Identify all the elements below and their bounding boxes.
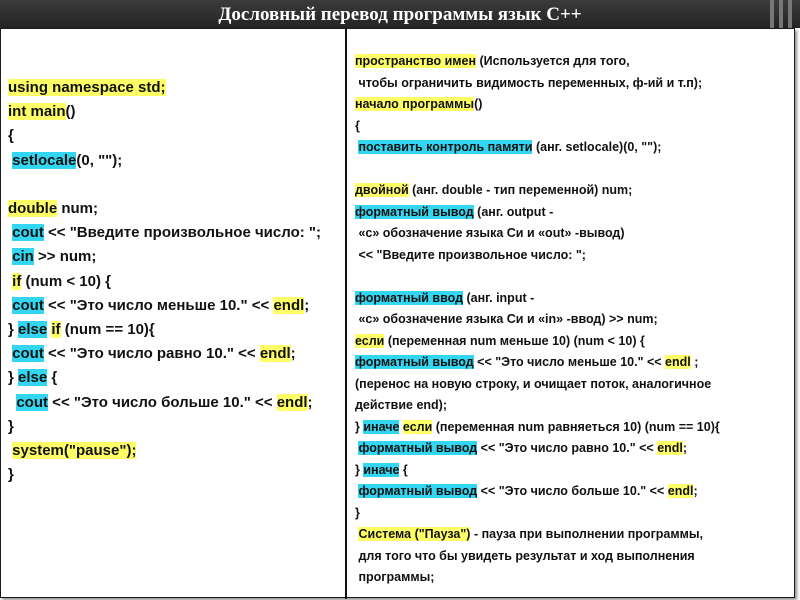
highlighted-token: cout	[12, 345, 44, 363]
highlighted-token: endl	[657, 441, 683, 455]
left_lines-line	[8, 368, 57, 388]
text-token: «с» обозначение языка Си и «out» -вывод)	[355, 226, 625, 240]
text-token: для того что бы увидеть результат и ход выполнения	[355, 548, 695, 563]
right_lines-line	[355, 117, 360, 135]
text-token: (анг. input -	[463, 290, 535, 305]
text-token: << "Это число меньше 10." <<	[473, 355, 666, 369]
text-token: }	[355, 505, 360, 520]
right_lines-line	[355, 375, 711, 393]
left_lines-line	[8, 102, 76, 122]
text-token: (переменная num меньше 10) (num < 10) {	[384, 333, 645, 348]
left_lines-line	[8, 223, 321, 243]
text-token: ;	[290, 345, 296, 363]
text-token: (Используется для того,	[476, 54, 630, 68]
text-token: (перенос на новую строку, и очищает поток, аналогичное	[355, 376, 712, 391]
text-token: ()	[474, 97, 483, 111]
text-token: (0, "");	[76, 151, 123, 169]
highlighted-token: поставить контроль памяти	[358, 140, 533, 154]
text-token: ;	[307, 393, 313, 411]
right_lines-line	[355, 181, 632, 199]
highlighted-token: using namespace std;	[8, 79, 166, 96]
highlighted-token: форматный ввод	[355, 290, 464, 305]
column-divider	[345, 28, 347, 599]
highlighted-token: endl	[259, 345, 291, 363]
text-token: - пауза при выполнении программы,	[470, 527, 704, 541]
text-token: ()	[65, 103, 76, 121]
text-token: {	[8, 127, 14, 145]
highlighted-token: cin	[12, 248, 34, 266]
highlighted-token: двойной	[355, 183, 409, 197]
right_lines-line	[355, 203, 553, 221]
right_lines-line	[355, 246, 586, 264]
text-token: << "Это число меньше 10." <<	[43, 296, 274, 314]
title-bar-decor	[770, 0, 774, 28]
highlighted-token: форматный вывод	[355, 355, 474, 369]
left_lines-line	[8, 344, 296, 364]
text-token: }	[355, 419, 364, 434]
highlighted-token: system("pause");	[12, 442, 137, 459]
text-token: (num == 10){	[60, 321, 155, 338]
text-token: }	[355, 462, 364, 477]
right_lines-line	[355, 353, 698, 371]
highlighted-token: cout	[12, 296, 44, 314]
text-token: (анг. setlocale)(0, "");	[532, 140, 662, 154]
left_lines-line	[8, 247, 96, 267]
text-token: }	[8, 369, 19, 387]
text-token: }	[8, 417, 14, 435]
left_lines-line	[8, 151, 122, 171]
highlighted-token: if	[12, 272, 22, 290]
highlighted-token: иначе	[363, 419, 400, 434]
text-token: ;	[682, 441, 688, 455]
right_lines-line	[355, 482, 698, 500]
text-token: «с» обозначение языка Си и «in» -ввод) >> num;	[355, 312, 658, 326]
highlighted-token: начало программы	[355, 97, 475, 111]
text-token: действие end);	[355, 398, 447, 412]
highlighted-token: иначе	[363, 462, 400, 477]
highlighted-token: setlocale	[12, 151, 77, 169]
right_lines-line	[355, 332, 645, 350]
right_lines-line	[355, 310, 658, 328]
text-token: ;	[304, 296, 310, 314]
text-token: << "Это число больше 10." <<	[48, 393, 277, 411]
text-token: (анг. output -	[473, 204, 554, 219]
highlighted-token: форматный вывод	[358, 484, 478, 498]
highlighted-token: else	[18, 321, 48, 338]
left_lines-line	[8, 441, 136, 461]
text-token: << "Это число больше 10." <<	[477, 484, 668, 498]
highlighted-token: double	[8, 200, 58, 217]
left_lines-line	[8, 126, 14, 146]
right_lines-line	[355, 461, 408, 479]
right_lines-line	[355, 547, 695, 565]
title-bar	[0, 0, 800, 28]
right_lines-line	[355, 525, 703, 543]
text-token: << "Это число равно 10." <<	[43, 345, 260, 363]
page-title: Дословный перевод программы язык С++	[218, 4, 582, 25]
highlighted-token: int main	[8, 103, 66, 121]
left_lines-line	[8, 417, 14, 437]
highlighted-token: Система ("Пауза")	[358, 527, 471, 541]
right_lines-line	[355, 52, 630, 70]
right_lines-line	[355, 74, 702, 92]
highlighted-token: else	[18, 369, 48, 387]
left_lines-line	[8, 296, 309, 316]
right_lines-line	[355, 95, 482, 113]
text-token: >> num;	[33, 248, 97, 266]
text-token: {	[399, 462, 408, 477]
highlighted-token: если	[355, 333, 385, 348]
title-bar-decor	[788, 0, 792, 28]
text-token: << "Введите произвольное число: ";	[355, 247, 586, 262]
highlighted-token: форматный вывод	[355, 204, 474, 219]
title-bar-decor	[779, 0, 783, 28]
right_lines-line	[355, 224, 625, 242]
highlighted-token: форматный вывод	[358, 441, 478, 455]
left_lines-line	[8, 199, 98, 219]
right_lines-line	[355, 439, 687, 457]
text-token: (переменная num равняеться 10) (num == 10){	[432, 419, 720, 434]
left_lines-line	[8, 272, 111, 292]
text-token: ;	[690, 355, 699, 369]
text-token: ;	[693, 484, 698, 498]
highlighted-token: пространство имен	[355, 54, 477, 68]
text-token: {	[355, 118, 360, 133]
highlighted-token: endl	[667, 484, 694, 498]
text-token: (анг. double - тип переменной) num;	[408, 183, 633, 197]
left_lines-line	[8, 393, 313, 413]
text-token: }	[8, 466, 14, 484]
highlighted-token: если	[402, 419, 433, 434]
text-token: }	[8, 321, 19, 338]
highlighted-token: cout	[16, 393, 49, 411]
text-token: (num < 10) {	[21, 272, 111, 290]
highlighted-token: cout	[12, 224, 44, 242]
right_lines-line	[355, 504, 360, 522]
right_lines-line	[355, 289, 534, 307]
right_lines-line	[355, 396, 447, 414]
left_lines-line	[8, 78, 166, 98]
text-token: чтобы ограничить видимость переменных, ф-ий и т.п);	[355, 75, 703, 90]
highlighted-token: endl	[276, 393, 308, 411]
text-token: программы;	[355, 570, 435, 584]
right_lines-line	[355, 138, 661, 156]
right_lines-line	[355, 568, 434, 586]
highlighted-token: endl	[273, 296, 305, 314]
highlighted-token: endl	[665, 355, 691, 369]
left_lines-line	[8, 320, 155, 340]
left_lines-line	[8, 465, 14, 485]
text-token: << "Введите произвольное число: ";	[43, 224, 321, 242]
right_lines-line	[355, 418, 720, 436]
text-token: {	[47, 369, 58, 387]
text-token: << "Это число равно 10." <<	[477, 441, 658, 455]
highlighted-token: if	[51, 321, 61, 338]
text-token: num;	[57, 200, 98, 217]
